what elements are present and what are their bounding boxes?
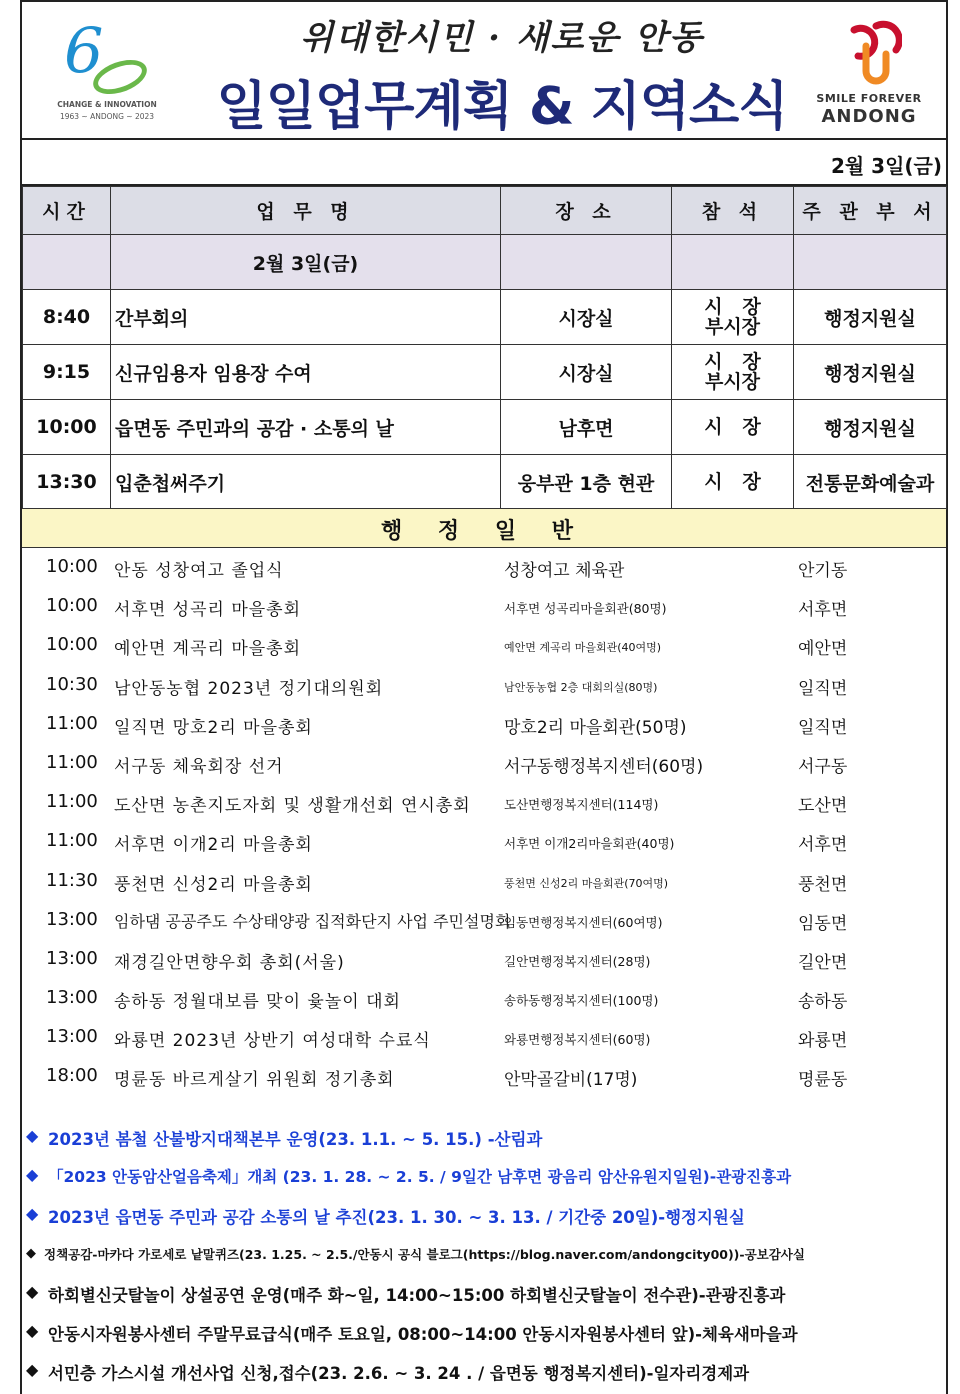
notice-text: 안동시자원봉사센터 주말무료급식(매주 토요일, 08:00~14:00 안동시자원봉사센터 앞)-체육새마을과 [48,1325,798,1344]
item-dept: 예안면 [798,639,848,660]
item-place: 예안면 계곡리 마을회관(40여명) [504,641,662,655]
item-place: 풍천면 신성2리 마을회관(70여명) [504,876,669,890]
table-row [23,345,947,400]
item-name: 서후면 이개2리 마을총회 [114,835,313,856]
infinity-ring-icon [89,53,152,100]
item-name: 임하댐 공공주도 수상태양광 집적화단지 사업 주민설명회 [114,911,511,931]
event-attend [672,290,794,345]
notice-text: 하회별신굿탈놀이 상설공연 운영(매주 화~일, 14:00~15:00 하회별신굿탈놀이 전수관)-관광진흥과 [48,1286,786,1305]
item-time: 13:00 [46,987,98,1009]
attend-line-1: 시 장 [704,471,761,493]
item-place: 남안동농협 2층 대회의실(80명) [504,680,658,694]
diamond-bullet-icon: ◆ [26,1204,39,1223]
col-place: 장 소 [501,187,672,235]
list-item [22,901,946,940]
list-item [22,862,946,901]
list-item [22,1018,946,1057]
list-item [22,705,946,744]
item-dept: 도산면 [798,796,848,817]
diamond-bullet-icon: ◆ [26,1360,39,1379]
diamond-bullet-icon: ◆ [26,1165,39,1184]
item-time: 11:00 [46,751,98,773]
item-dept: 와룡면 [798,1031,848,1052]
smile-forever-logo [814,16,924,132]
schedule-date-row [23,235,947,290]
col-task: 업 무 명 [111,187,501,235]
list-item [22,940,946,979]
event-task: 신규임용자 임용장 수여 [111,345,501,400]
event-place: 남후면 [501,400,672,455]
event-dept: 행정지원실 [794,400,947,455]
col-dept: 주 관 부 서 [794,187,947,235]
notice-item [22,1313,946,1352]
report-date: 2월 3일(금) [830,154,942,178]
general-admin-list [22,548,946,1097]
list-item [22,548,946,587]
event-attend [672,345,794,400]
notice-text: 정책공감-마카다 가로세로 낱말퀴즈(23. 1.25. ~ 2.5./안동시 공식 블로그(https://blog.naver.com/andongcity00))-공보감사실 [44,1247,805,1262]
schedule-table [22,186,947,510]
attend-line-1: 시 장 [704,416,761,438]
header [22,0,946,140]
item-place: 서구동행정복지센터(60명) [504,756,704,777]
item-time: 10:00 [46,556,98,577]
item-place: 와룡면행정복지센터(60명) [504,1032,651,1048]
notice-item [22,1118,946,1157]
smile-andong-mark-icon [836,16,902,86]
diamond-bullet-icon: ◆ [26,1246,36,1261]
slogan: 위대한시민 · 새로운 안동 [300,18,704,58]
schedule-header-row [23,187,947,235]
event-time: 13:30 [23,455,111,510]
item-dept: 길안면 [798,952,848,973]
item-dept: 일직면 [798,678,848,699]
item-time: 10:00 [46,634,98,656]
item-name: 도산면 농촌지도자회 및 생활개선회 연시총회 [114,796,471,817]
event-time: 8:40 [23,290,111,345]
item-place: 송하동행정복지센터(100명) [504,993,659,1009]
event-place: 시장실 [501,345,672,400]
general-admin-heading: 행 정 일 반 [22,508,946,548]
logo-caption-1: CHANGE & INNOVATION [57,100,157,109]
item-name: 남안동농협 2023년 정기대의원회 [114,678,384,699]
anniversary-logo [52,14,162,124]
notice-item [22,1274,946,1313]
item-name: 와룡면 2023년 상반기 여성대학 수료식 [114,1031,431,1052]
table-row [23,455,947,510]
item-time: 18:00 [46,1065,98,1087]
item-name: 풍천면 신성2리 마을총회 [114,874,313,895]
notice-item [22,1157,946,1196]
item-time: 11:00 [46,712,98,734]
table-row [23,290,947,345]
attend-line-2: 부시장 [704,316,761,338]
event-task: 간부회의 [111,290,501,345]
col-time: 시간 [23,187,111,235]
event-place: 시장실 [501,290,672,345]
col-attend: 참 석 [672,187,794,235]
event-place: 웅부관 1층 현관 [501,455,672,510]
diamond-bullet-icon: ◆ [26,1321,39,1340]
item-dept: 송하동 [798,992,848,1013]
item-dept: 서후면 [798,600,848,621]
item-time: 10:30 [46,673,98,695]
list-item [22,744,946,783]
list-item [22,666,946,705]
schedule-date: 2월 3일(금) [111,235,501,290]
item-place: 도산면행정복지센터(114명) [504,797,659,813]
item-place: 임동면행정복지센터(60여명) [504,914,663,930]
item-name: 재경길안면향우회 총회(서울) [114,952,345,973]
event-dept: 전통문화예술과 [794,455,947,510]
page [20,0,948,1394]
notice-list [22,1118,946,1391]
list-item [22,783,946,822]
attend-line-2: 부시장 [704,371,761,393]
notice-item [22,1196,946,1235]
event-dept: 행정지원실 [794,345,947,400]
notice-text: 2023년 읍면동 주민과 공감 소통의 날 추진(23. 1. 30. ~ 3. 13. / 기간중 20일)-행정지원실 [48,1208,745,1227]
diamond-bullet-icon: ◆ [26,1126,39,1145]
logo-line-2: ANDONG [821,106,917,127]
item-name: 명륜동 바르게살기 위원회 정기총회 [114,1070,395,1091]
item-place: 성창여고 체육관 [504,561,625,581]
diamond-bullet-icon: ◆ [26,1282,39,1301]
item-time: 13:00 [46,947,98,969]
item-dept: 풍천면 [798,874,848,895]
notice-text: 「2023 안동암산얼음축제」개최 (23. 1. 28. ~ 2. 5. / 9일간 남후면 광음리 암산유원지일원)-관광진흥과 [48,1168,792,1186]
item-dept: 서후면 [798,835,848,856]
item-name: 송하동 정월대보름 맞이 윷놀이 대회 [114,992,401,1013]
list-item [22,822,946,861]
item-time: 13:00 [46,1026,98,1048]
item-time: 11:00 [46,791,98,813]
item-place: 안막골갈비(17명) [504,1070,638,1091]
list-item [22,587,946,626]
item-dept: 서구동 [798,756,848,777]
event-task: 입춘첩써주기 [111,455,501,510]
list-item [22,626,946,665]
item-place: 망호2리 마을회관(50명) [504,717,687,738]
item-time: 10:00 [46,595,98,617]
attend-line-1: 시 장 [704,351,761,373]
logo-caption-2: 1963 ~ ANDONG ~ 2023 [59,112,155,121]
event-attend [672,400,794,455]
attend-line-1: 시 장 [704,296,761,318]
item-place: 서후면 성곡리마을회관(80명) [504,601,667,617]
event-attend [672,455,794,510]
item-time: 11:00 [46,830,98,852]
event-dept: 행정지원실 [794,290,947,345]
notice-text: 2023년 봄철 산불방지대책본부 운영(23. 1.1. ~ 5. 15.) -산림과 [48,1130,543,1149]
item-name: 서후면 성곡리 마을총회 [114,600,302,621]
item-name: 서구동 체육회장 선거 [114,756,284,777]
page-title: 일일업무계획 & 지역소식 [216,77,788,137]
item-name: 일직면 망호2리 마을총회 [114,717,313,738]
item-time: 13:00 [46,908,98,930]
table-row [23,400,947,455]
notice-text: 서민층 가스시설 개선사업 신청,접수(23. 2.6. ~ 3. 24 . / 읍면동 행정복지센터)-일자리경제과 [48,1364,750,1383]
item-dept: 임동면 [798,913,848,934]
item-place: 길안면행정복지센터(28명) [504,953,651,969]
item-time: 11:30 [46,869,98,891]
item-dept: 안기동 [798,561,848,581]
item-dept: 명륜동 [798,1070,848,1091]
item-name: 안동 성창여고 졸업식 [114,561,284,581]
event-time: 10:00 [23,400,111,455]
list-item [22,979,946,1018]
notice-item [22,1235,946,1274]
event-time: 9:15 [23,345,111,400]
notice-item [22,1352,946,1391]
item-place: 서후면 이개2리마을회관(40명) [504,836,675,852]
date-row [22,140,946,186]
item-dept: 일직면 [798,717,848,738]
event-task: 읍면동 주민과의 공감 · 소통의 날 [111,400,501,455]
item-name: 예안면 계곡리 마을총회 [114,639,302,660]
logo-line-1: SMILE FOREVER [816,92,922,105]
list-item [22,1057,946,1096]
sixty-mark-icon: 6 [64,14,94,87]
